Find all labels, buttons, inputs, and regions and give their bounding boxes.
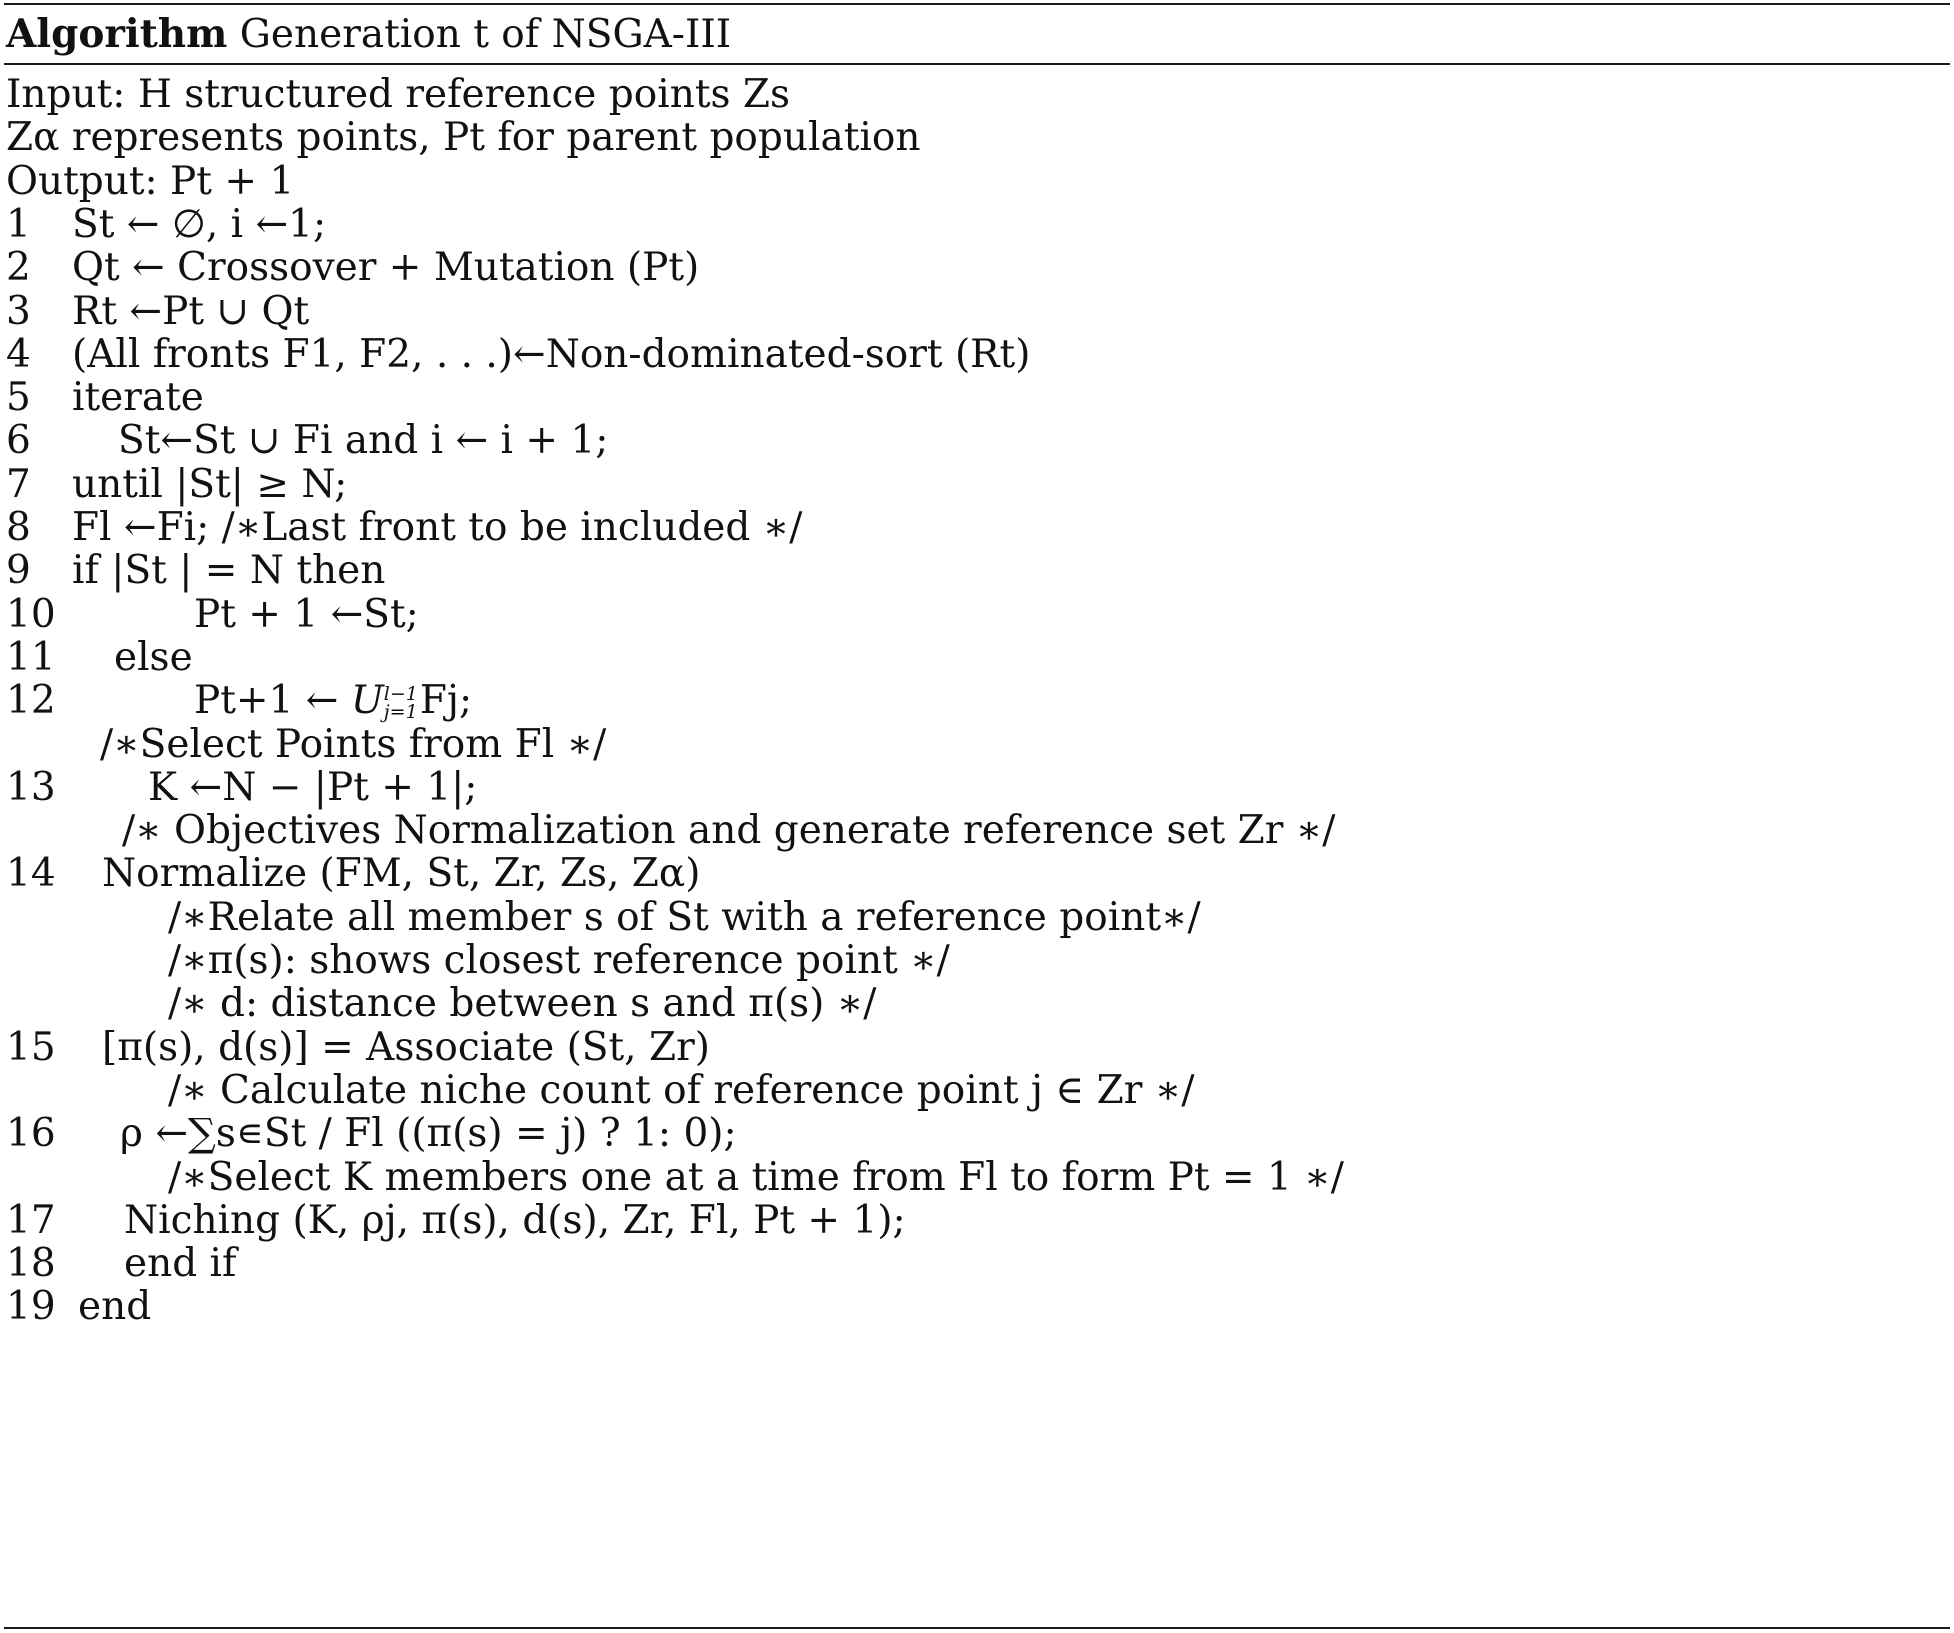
union-lower-limit: j=1 [383, 701, 418, 724]
line-text: St←St ∪ Fi and i ← i + 1; [118, 418, 609, 464]
line-text: Zα represents points, Pt for parent population [6, 115, 921, 161]
line-text: Niching (K, ρj, π(s), d(s), Zr, Fl, Pt + 1); [124, 1197, 906, 1243]
line-number: 11 [6, 634, 56, 680]
line-text: Output: Pt + 1 [6, 158, 295, 204]
top-rule [4, 3, 1950, 5]
line-code [78, 1280, 151, 1334]
line-number: 19 [6, 1284, 56, 1330]
caption-keyword: Algorithm [6, 11, 228, 57]
line-text: /∗ d: distance between s and π(s) ∗/ [168, 981, 877, 1027]
line-number: 12 [6, 678, 56, 724]
line-text: Qt ← Crossover + Mutation (Pt) [72, 245, 700, 291]
line-text: end [78, 1284, 152, 1330]
line-text: /∗Relate all member s of St with a reference point∗/ [168, 894, 1201, 940]
line-code [72, 328, 1030, 382]
line-text: iterate [72, 375, 204, 421]
line-text: ρ ←∑s∊St / Fl ((π(s) = j) ? 1: 0); [120, 1111, 737, 1157]
line-text: end if [124, 1241, 237, 1287]
caption-rule [4, 63, 1950, 65]
caption-title: Generation t of NSGA-III [239, 12, 732, 57]
algorithm-line-19 [6, 1280, 151, 1334]
line-number: 18 [6, 1241, 56, 1287]
line-text: /∗ Calculate niche count of reference point j ∈ Zr ∗/ [168, 1067, 1195, 1113]
union-tail: Fj; [419, 678, 473, 724]
line-number: 15 [6, 1024, 56, 1070]
line-number: 1 [6, 201, 31, 247]
line-text: St ← ∅, i ←1; [72, 201, 327, 247]
line-number: 17 [6, 1197, 56, 1243]
line-number: 7 [6, 461, 31, 507]
line-number: 14 [6, 851, 56, 897]
line-number: 2 [6, 245, 31, 291]
union-operator: U [350, 678, 384, 724]
line-text: Fl ←Fi; /∗Last front to be included ∗/ [72, 505, 803, 550]
line-text: Input: H structured reference points Zs [6, 72, 791, 117]
line-text: /∗Select K members one at a time from Fl to form Pt = 1 ∗/ [168, 1154, 1344, 1200]
line-number: 9 [6, 548, 31, 594]
line-text: K ←N − |Pt + 1|; [148, 764, 478, 810]
union-limits [383, 683, 418, 724]
line-text: /∗ Objectives Normalization and generate reference set Zr ∗/ [122, 808, 1336, 854]
line-number: 8 [6, 505, 31, 550]
line-text: /∗π(s): shows closest reference point ∗/ [168, 938, 950, 983]
line-number: 13 [6, 764, 56, 810]
line-number: 3 [6, 288, 31, 334]
line-text: until |St| ≥ N; [72, 461, 348, 507]
line-text: [π(s), d(s)] = Associate (St, Zr) [102, 1024, 710, 1070]
line-text: (All fronts F1, F2, . . .)←Non-dominated-sort (Rt) [72, 331, 1031, 377]
union-upper-limit: l−1 [383, 683, 418, 706]
line-text: Pt+1 ← [194, 678, 351, 724]
line-text: Pt + 1 ←St; [194, 591, 419, 637]
line-number: 10 [6, 591, 56, 637]
line-number: 6 [6, 418, 31, 464]
line-number: 5 [6, 375, 31, 421]
algorithm-caption [6, 6, 731, 62]
line-text: /∗Select Points from Fl ∗/ [100, 721, 607, 767]
line-text: else [114, 634, 193, 680]
line-text: Normalize (FM, St, Zr, Zs, Zα) [102, 851, 701, 897]
line-number: 16 [6, 1111, 56, 1157]
line-text: if |St | = N then [72, 548, 386, 594]
line-number: 4 [6, 331, 31, 377]
bottom-rule [4, 1627, 1950, 1629]
line-text: Rt ←Pt ∪ Qt [72, 288, 310, 334]
